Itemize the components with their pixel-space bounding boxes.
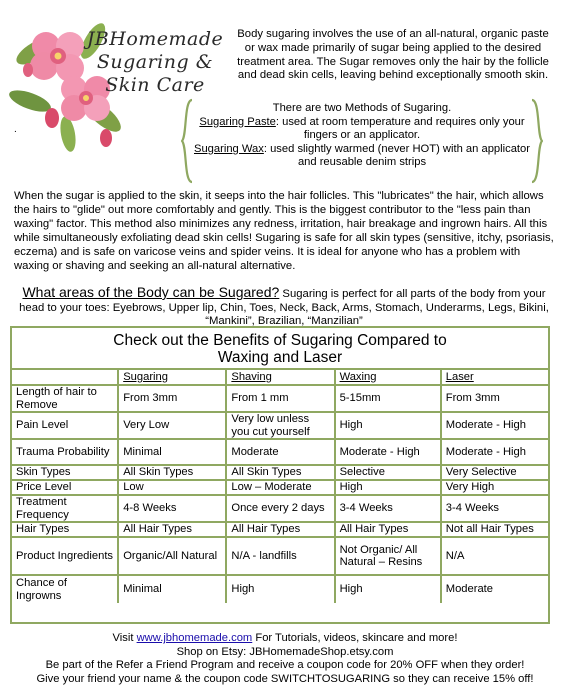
- table-cell: Organic/All Natural: [118, 537, 226, 575]
- table-cell: From 3mm: [441, 385, 548, 412]
- table-cell: Moderate - High: [441, 412, 548, 439]
- right-brace-icon: [531, 98, 543, 184]
- table-row: [12, 495, 548, 522]
- intro-text: Body sugaring involves the use of an all-natural, organic paste or wax made primarily of sugar being applied to the desired treatment area. The Sugar removes only the hair by the follicle and dead skin cells, leaving behind exceptionally smooth skin.: [237, 28, 549, 82]
- table-cell: N/A: [441, 537, 548, 575]
- table-row: [12, 385, 548, 412]
- table-cell: High: [335, 412, 441, 439]
- table-cell: 3-4 Weeks: [441, 495, 548, 522]
- comparison-title: [12, 328, 548, 368]
- table-cell: High: [335, 480, 441, 495]
- wax-text: : used slightly warmed (never HOT) with an applicator and reusable denim strips: [263, 142, 530, 169]
- row-label-cell: Skin Types: [12, 465, 118, 480]
- table-cell: Not Organic/ All Natural – Resins: [335, 537, 441, 575]
- comparison-title-line-1: Check out the Benefits of Sugaring Compared to: [113, 332, 447, 349]
- footer-visit-line: [0, 632, 570, 646]
- logo-line-2: Sugaring &: [96, 51, 214, 73]
- table-cell: Very High: [441, 480, 548, 495]
- table-row: [12, 439, 548, 465]
- header-cell: Waxing: [335, 369, 441, 385]
- stray-dot: .: [14, 124, 17, 135]
- table-cell: Moderate: [226, 439, 334, 465]
- table-cell: Minimal: [118, 439, 226, 465]
- table-row: [12, 480, 548, 495]
- table-cell: Moderate: [441, 575, 548, 603]
- table-cell: 3-4 Weeks: [335, 495, 441, 522]
- table-cell: Moderate - High: [335, 439, 441, 465]
- table-row: [12, 537, 548, 575]
- header-cell: [12, 369, 118, 385]
- description-paragraph: When the sugar is applied to the skin, it seeps into the hair follicles. This "lubricates" the hair, which allows the hairs to "glide" out more comfortably and gently. This is the biggest contributor to the "less pain than waxing" factor. This method also minimizes any redness, irritation, hair breakage and ingrown hairs. All this while simultaneously exfoliating dead skin cells! Sugaring is safe for all skin types (sensitive, itchy, psoriasis, eczema) and is safe on varicose veins and spider veins. It is ideal for anyone who has a problem with waxing or shaving and seeking an all-natural alternative.: [14, 190, 554, 272]
- methods-heading: There are two Methods of Sugaring.: [272, 102, 452, 114]
- table-cell: All Hair Types: [118, 522, 226, 537]
- visit-suffix: For Tutorials, videos, skincare and more!: [252, 632, 458, 644]
- table-cell: Not all Hair Types: [441, 522, 548, 537]
- table-row: [12, 465, 548, 480]
- table-row: [12, 522, 548, 537]
- table-header-row: [12, 369, 548, 385]
- body-areas-section: [14, 286, 554, 329]
- table-cell: From 3mm: [118, 385, 226, 412]
- table-cell: Moderate - High: [441, 439, 548, 465]
- paste-label: Sugaring Paste: [199, 115, 276, 128]
- logo-line-1: JBHomemade: [86, 28, 224, 50]
- visit-prefix: Visit: [112, 632, 137, 644]
- table-cell: From 1 mm: [226, 385, 334, 412]
- table-cell: All Skin Types: [118, 465, 226, 480]
- row-label-cell: Hair Types: [12, 522, 118, 537]
- table-cell: Very Selective: [441, 465, 548, 480]
- table-cell: N/A - landfills: [226, 537, 334, 575]
- table-cell: 4-8 Weeks: [118, 495, 226, 522]
- footer-refer-line-2: Give your friend your name & the coupon code SWITCHTOSUGARING so they can receive 15% off!: [36, 672, 534, 685]
- method-paste: [193, 116, 531, 143]
- header-cell: Laser: [441, 369, 548, 385]
- table-cell: All Hair Types: [226, 522, 334, 537]
- table-cell: All Hair Types: [335, 522, 441, 537]
- comparison-table-box: [10, 326, 550, 624]
- brand-logo-text: [70, 28, 240, 97]
- table-row: [12, 575, 548, 603]
- logo-line-3: Skin Care: [105, 74, 205, 96]
- row-label-cell: Trauma Probability: [12, 439, 118, 465]
- row-label-cell: Length of hair to Remove: [12, 385, 118, 412]
- paste-text: : used at room temperature and requires only your fingers or an applicator.: [275, 115, 525, 142]
- table-cell: 5-15mm: [335, 385, 441, 412]
- table-cell: High: [226, 575, 334, 603]
- table-cell: Minimal: [118, 575, 226, 603]
- row-label-cell: Price Level: [12, 480, 118, 495]
- body-areas-heading: What areas of the Body can be Sugared?: [22, 284, 280, 300]
- methods-box: [181, 98, 543, 184]
- table-cell: Once every 2 days: [226, 495, 334, 522]
- comparison-table: [12, 368, 548, 603]
- footer-refer-line-1: Be part of the Refer a Friend Program and receive a coupon code for 20% OFF when they order!: [45, 659, 525, 672]
- row-label-cell: Product Ingredients: [12, 537, 118, 575]
- body-areas-text: Sugaring is perfect for all parts of the body from your head to your toes: Eyebrows, Upper lip, Chin, Toes, Neck, Back, Arms, Stomach, Underarms, Legs, Bikini, “Mankini”, Brazilian, “Manzilian”: [19, 288, 549, 328]
- table-cell: Very low unless you cut yourself: [226, 412, 334, 439]
- table-row: [12, 412, 548, 439]
- header-cell: Sugaring: [118, 369, 226, 385]
- table-cell: Low: [118, 480, 226, 495]
- row-label-cell: Treatment Frequency: [12, 495, 118, 522]
- table-cell: High: [335, 575, 441, 603]
- comparison-title-line-2: Waxing and Laser: [217, 349, 343, 366]
- row-label-cell: Chance of Ingrowns: [12, 575, 118, 603]
- wax-label: Sugaring Wax: [194, 142, 264, 155]
- method-wax: [193, 143, 531, 170]
- table-cell: All Skin Types: [226, 465, 334, 480]
- table-cell: Low – Moderate: [226, 480, 334, 495]
- methods-text: [193, 102, 531, 170]
- row-label-cell: Pain Level: [12, 412, 118, 439]
- header-cell: Shaving: [226, 369, 334, 385]
- left-brace-icon: [181, 98, 193, 184]
- footer: [0, 632, 570, 686]
- table-cell: Very Low: [118, 412, 226, 439]
- table-cell: Selective: [335, 465, 441, 480]
- footer-etsy-line: Shop on Etsy: JBHomemadeShop.etsy.com: [176, 645, 394, 658]
- website-link[interactable]: www.jbhomemade.com: [136, 632, 253, 644]
